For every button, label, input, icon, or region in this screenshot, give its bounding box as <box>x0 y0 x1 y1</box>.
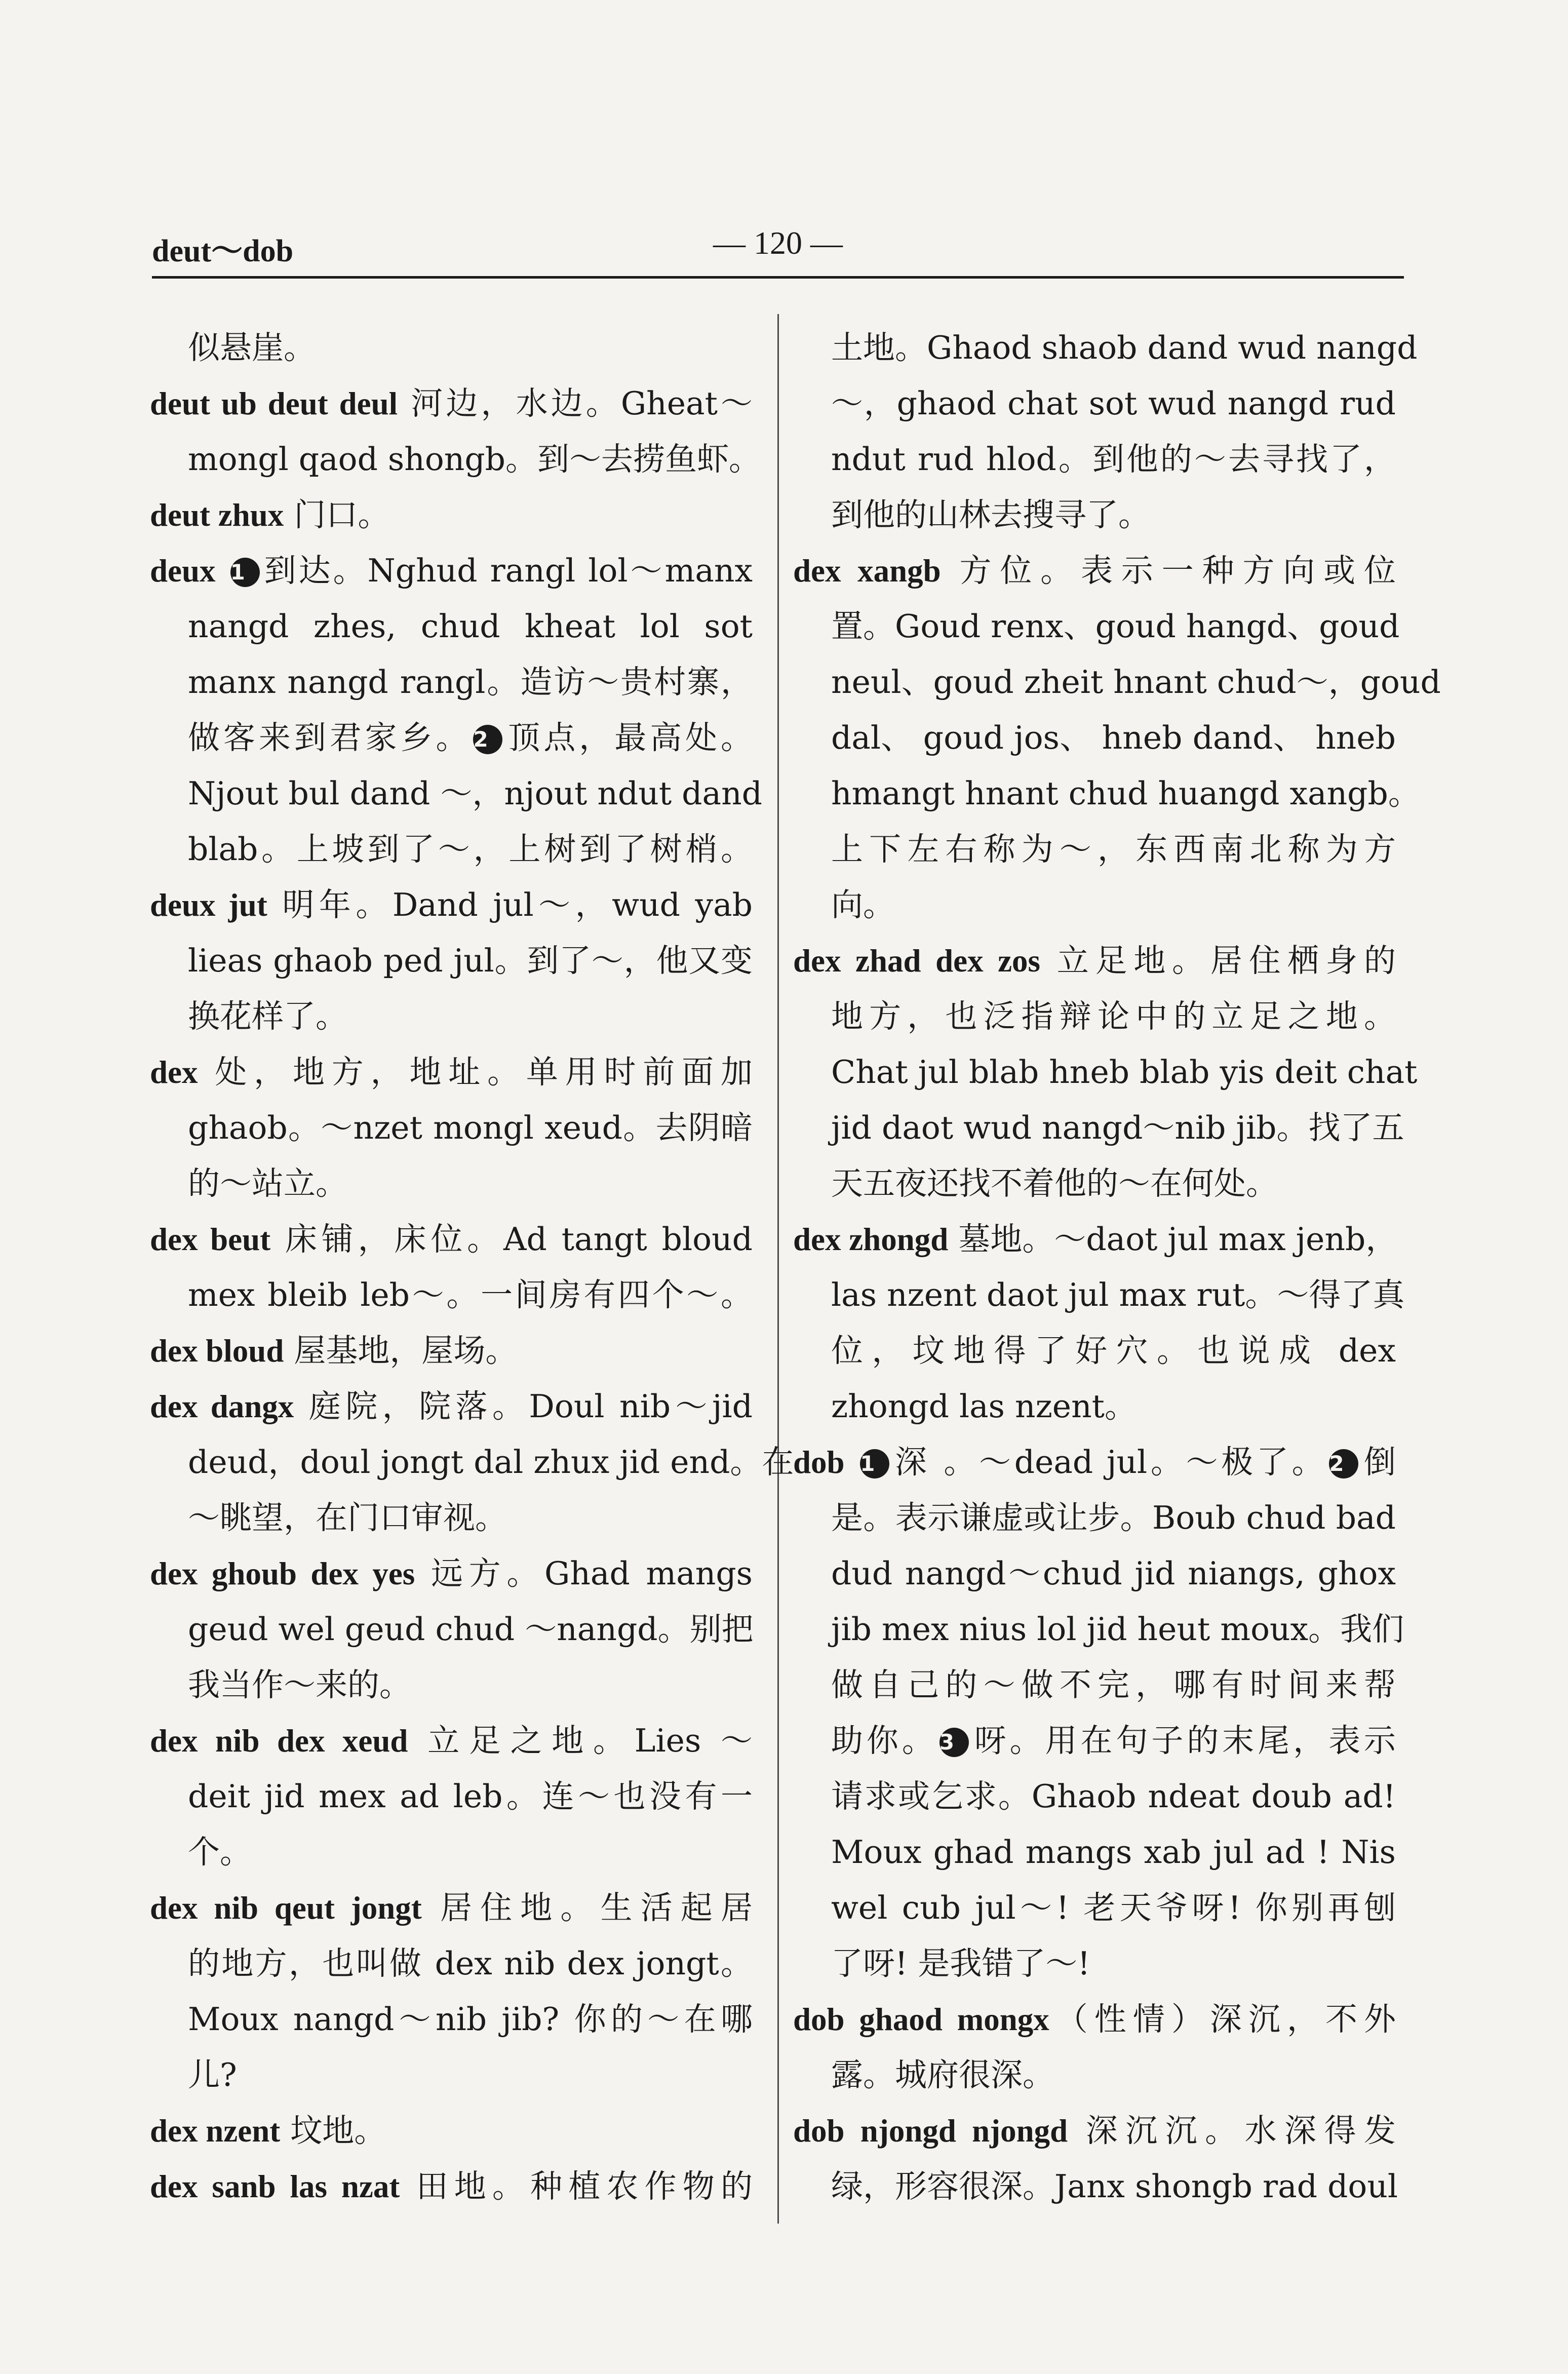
definition-text: 位，坟地得了好穴。也说成 dex <box>831 1332 1396 1369</box>
headword: dex bloud <box>150 1333 284 1369</box>
header-rule <box>152 276 1404 279</box>
definition-text: ～，ghaod chat sot wud nangd rud <box>831 385 1396 422</box>
headword: dob <box>793 1445 845 1480</box>
definition-text: 倒 <box>1360 1444 1396 1481</box>
entry-line <box>150 432 761 487</box>
definition-text: 个。 <box>188 1834 252 1871</box>
definition-text: mex bleib leb～。一间房有四个～。 <box>188 1276 753 1313</box>
entry-line <box>793 1657 1396 1713</box>
entry-line <box>150 599 753 654</box>
headword: dob ghaod mongx <box>793 2002 1049 2037</box>
definition-text: lieas ghaob ped jul。到了～，他又变 <box>188 942 753 979</box>
definition-text: 是。表示谦虚或让步。Boub chud bad <box>831 1499 1396 1536</box>
entry-line <box>793 1713 1396 1769</box>
headword: dex nib qeut jongt <box>150 1890 422 1926</box>
entry-line <box>150 1490 753 1546</box>
entry-line <box>793 1267 1405 1323</box>
definition-text: deit jid mex ad leb。连～也没有一 <box>188 1778 753 1815</box>
entry-line <box>793 989 1396 1044</box>
entry-line <box>150 2047 753 2103</box>
entry-line <box>150 654 753 710</box>
definition-text: 立足地。居住栖身的 <box>1040 942 1396 979</box>
entry-line <box>793 1602 1404 1657</box>
headword: dex xangb <box>793 553 941 589</box>
entry-line <box>150 1936 753 1992</box>
entry-line <box>793 1379 1396 1434</box>
definition-text: 绿，形容很深。Janx shongb rad doul <box>831 2168 1398 2205</box>
definition-text: jid daot wud nangd～nib jib。找了五 <box>831 1109 1404 1146</box>
sense-number-icon: 1 <box>230 558 260 587</box>
definition-text: 方位。表示一种方向或位 <box>940 552 1396 589</box>
definition-text: 请求或乞求。Ghaob ndeat doub ad! <box>831 1778 1396 1815</box>
entry-line <box>150 1992 753 2047</box>
definition-text: 儿? <box>188 2056 237 2093</box>
headword: dex ghoub dex yes <box>150 1556 415 1591</box>
entry-line <box>150 1769 753 1824</box>
definition-text: dal、 goud jos、 hneb dand、 hneb <box>831 719 1396 756</box>
headword: dex zhad dex zos <box>793 943 1041 979</box>
definition-text: Chat jul blab hneb blab yis deit chat <box>831 1054 1418 1091</box>
entry-line <box>150 877 753 933</box>
definition-text: 门口。 <box>284 496 390 533</box>
definition-text: dud nangd～chud jid niangs, ghox <box>831 1555 1396 1592</box>
entry-line <box>150 543 753 599</box>
entry-line <box>793 766 1420 822</box>
entry-line <box>793 1212 1396 1267</box>
column-divider <box>777 314 779 2224</box>
entry-line <box>793 487 1396 543</box>
sense-number-icon: 1 <box>860 1449 889 1478</box>
entry-line <box>793 2047 1396 2103</box>
definition-text: deud，doul jongt dal zhux jid end。在 <box>188 1444 794 1481</box>
entry-line <box>793 1044 1418 1100</box>
definition-text: 坟地。 <box>280 2112 386 2149</box>
headword: dex nib dex xeud <box>150 1723 408 1759</box>
headword: dex <box>150 1055 198 1090</box>
definition-text: 土地。Ghaod shaob dand wud nangd <box>831 329 1418 366</box>
entry-line <box>793 1434 1396 1490</box>
definition-text: 助你。 <box>831 1722 937 1759</box>
entry-line <box>150 1602 753 1657</box>
definition-text: 屋基地，屋场。 <box>284 1332 518 1369</box>
entry-line <box>793 1769 1396 1824</box>
definition-text: 呀。用在句子的末尾，表示 <box>970 1722 1396 1759</box>
headword: dex beut <box>150 1222 271 1257</box>
definition-text: zhongd las nzent。 <box>831 1388 1136 1425</box>
sense-number-icon: 2 <box>473 725 502 754</box>
headword: deux <box>150 553 216 589</box>
entry-line <box>150 1713 753 1769</box>
definition-text: manx nangd rangl。造访～贵村寨， <box>188 664 753 700</box>
entry-line <box>150 1323 753 1379</box>
definition-text: ndut rud hlod。到他的～去寻找了， <box>831 441 1396 478</box>
entry-line <box>793 1880 1396 1936</box>
definition-text: 深 。～dead jul。～极了。 <box>891 1444 1327 1481</box>
entry-line <box>150 1657 753 1713</box>
definition-text: ghaob。～nzet mongl xeud。去阴暗 <box>188 1109 753 1146</box>
definition-text: blab。上坡到了～，上树到了树梢。 <box>188 831 753 868</box>
definition-text: 露。城府很深。 <box>831 2056 1054 2093</box>
guide-words: deut～dob <box>152 234 294 268</box>
entry-line <box>150 766 762 822</box>
definition-text: 的～站立。 <box>188 1165 347 1202</box>
entry-line <box>150 320 753 376</box>
definition-text: 换花样了。 <box>188 998 347 1035</box>
entry-line <box>793 1156 1396 1212</box>
right-column <box>793 320 1441 2214</box>
entry-line <box>793 432 1396 487</box>
definition-text: Moux ghad mangs xab jul ad ! Nis <box>831 1834 1396 1871</box>
entry-line <box>150 1434 794 1490</box>
entry-line <box>793 376 1396 432</box>
entry-line <box>793 599 1400 654</box>
page-number: — 120 — <box>713 225 843 261</box>
entry-line <box>150 710 753 766</box>
entry-line <box>793 2159 1396 2214</box>
definition-text: 明年。Dand jul～，wud yab <box>267 886 753 923</box>
definition-text: 床铺，床位。Ad tangt bloud <box>270 1221 753 1258</box>
definition-text: 似悬崖。 <box>188 329 316 366</box>
definition-text: 到他的山林去搜寻了。 <box>831 496 1150 533</box>
definition-text: 庭院，院落。Doul nib～jid <box>294 1388 753 1425</box>
headword: deut zhux <box>150 497 284 533</box>
entry-line <box>150 1212 753 1267</box>
entry-line <box>150 1546 753 1602</box>
entry-line <box>793 1936 1396 1992</box>
entry-line <box>793 710 1396 766</box>
entry-line <box>150 1044 753 1100</box>
entry-line <box>793 1323 1396 1379</box>
definition-text: geud wel geud chud ～nangd。别把 <box>188 1611 754 1648</box>
definition-text: 置。Goud renx、goud hangd、goud <box>831 608 1400 645</box>
headword: deux jut <box>150 887 267 923</box>
definition-text: 居住地。生活起居 <box>421 1889 753 1926</box>
definition-text: 地方，也泛指辩论中的立足之地。 <box>831 998 1396 1035</box>
definition-text: 田地。种植农作物的 <box>400 2168 753 2205</box>
entry-line <box>150 2159 753 2214</box>
headword: dex zhongd <box>793 1222 949 1257</box>
headword: dob njongd njongd <box>793 2113 1068 2149</box>
entry-line <box>150 1379 753 1434</box>
entry-line <box>793 1100 1404 1156</box>
entry-line <box>793 2103 1396 2159</box>
definition-text: nangd zhes, chud kheat lol sot <box>188 608 753 645</box>
entry-line <box>793 933 1396 989</box>
definition-text: mongl qaod shongb。到～去捞鱼虾。 <box>188 441 761 478</box>
entry-line <box>150 1156 753 1212</box>
definition-text <box>216 552 228 589</box>
definition-text: 到达。Nghud rangl lol～manx <box>261 552 753 589</box>
entry-line <box>150 822 753 877</box>
definition-text: 上下左右称为～，东西南北称为方 <box>831 831 1396 868</box>
entry-line <box>793 1824 1396 1880</box>
definition-text: 向。 <box>831 886 895 923</box>
sense-number-icon: 3 <box>939 1728 969 1757</box>
entry-line <box>793 543 1396 599</box>
definition-text: Njout bul dand ～，njout ndut dand <box>188 775 762 812</box>
definition-text: las nzent daot jul max rut。～得了真 <box>831 1276 1405 1313</box>
definition-text: 远方。Ghad mangs <box>415 1555 753 1592</box>
entry-line <box>150 1100 753 1156</box>
entry-line <box>150 989 753 1044</box>
entry-line <box>150 1880 753 1936</box>
page-header <box>152 215 1404 271</box>
entry-line <box>793 654 1441 710</box>
entry-line <box>150 2103 753 2159</box>
headword: deut ub deut deul <box>150 386 398 421</box>
definition-text: 墓地。～daot jul max jenb， <box>948 1221 1398 1258</box>
definition-text: hmangt hnant chud huangd xangb。 <box>831 775 1420 812</box>
definition-text: 立足之地。Lies ～ <box>408 1722 753 1759</box>
definition-text: （性情）深沉，不外 <box>1049 2001 1396 2038</box>
entry-line <box>150 487 753 543</box>
entry-line <box>793 822 1396 877</box>
definition-text: 深沉沉。水深得发 <box>1068 2112 1396 2149</box>
entry-line <box>150 933 753 989</box>
definition-text: 我当作～来的。 <box>188 1666 411 1703</box>
headword: dex dangx <box>150 1389 294 1424</box>
sense-number-icon: 2 <box>1329 1449 1358 1478</box>
definition-text: 做客来到君家乡。 <box>188 719 472 756</box>
entry-line <box>793 1490 1396 1546</box>
definition-text: 处，地方，地址。单用时前面加 <box>198 1054 753 1091</box>
entry-line <box>150 1824 753 1880</box>
entry-line <box>150 1267 753 1323</box>
entry-line <box>150 376 753 432</box>
headword: dex sanb las nzat <box>150 2169 400 2204</box>
definition-text: ～眺望，在门口审视。 <box>188 1499 507 1536</box>
entry-line <box>793 320 1418 376</box>
left-column <box>150 320 794 2214</box>
definition-text: 河边，水边。Gheat～ <box>398 385 753 422</box>
definition-text: 做自己的～做不完，哪有时间来帮 <box>831 1666 1396 1703</box>
headword: dex nzent <box>150 2113 281 2149</box>
entry-line <box>793 1546 1396 1602</box>
definition-text: 天五夜还找不着他的～在何处。 <box>831 1165 1278 1202</box>
definition-text <box>845 1444 858 1481</box>
definition-text: 了呀! 是我错了～! <box>831 1945 1090 1982</box>
definition-text: 顶点，最高处。 <box>504 719 753 756</box>
definition-text: neul、goud zheit hnant chud～，goud <box>831 664 1441 700</box>
entry-line <box>793 1992 1396 2047</box>
definition-text: wel cub jul～! 老天爷呀! 你别再刨 <box>831 1889 1396 1926</box>
definition-text: 的地方，也叫做 dex nib dex jongt。 <box>188 1945 753 1982</box>
definition-text: jib mex nius lol jid heut moux。我们 <box>831 1611 1404 1648</box>
entry-line <box>793 877 1396 933</box>
definition-text: Moux nangd～nib jib? 你的～在哪 <box>188 2001 753 2038</box>
